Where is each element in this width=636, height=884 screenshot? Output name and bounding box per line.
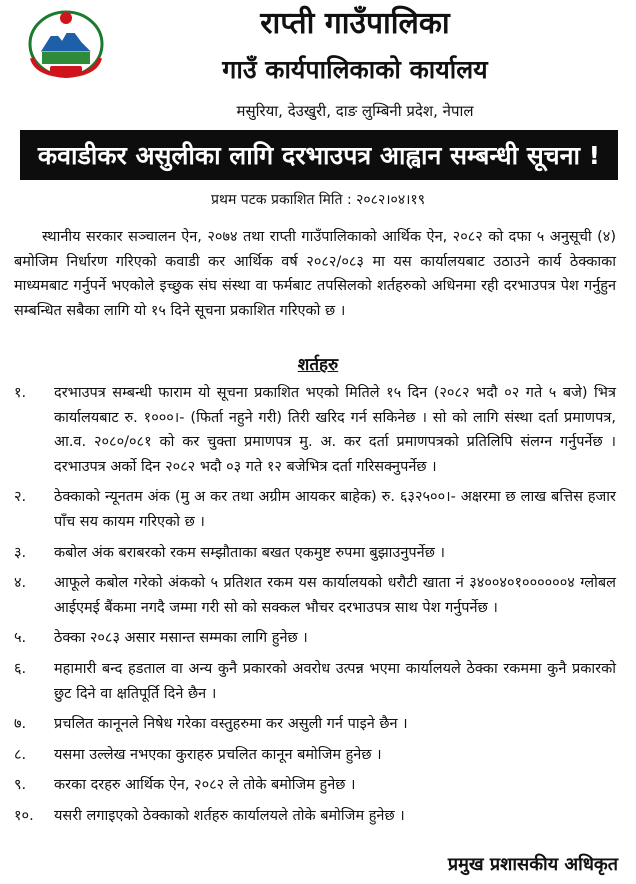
condition-item: [14, 626, 616, 651]
notice-headline: कवाडीकर असुलीका लागि दरभाउपत्र आह्वान सम्बन्धी सूचना !: [37, 141, 601, 170]
condition-item: [14, 804, 616, 829]
conditions-list: [14, 381, 616, 835]
condition-text: महामारी बन्द हडताल वा अन्य कुनै प्रकारको अवरोध उत्पन्न भएमा कार्यालयले ठेक्का रकममा कुनै प्रकारको छुट दिने वा क्षतिपूर्ति दिने छैन ।: [54, 660, 616, 702]
condition-number: ६.: [14, 660, 27, 677]
condition-number: २.: [14, 489, 27, 506]
condition-item: [14, 743, 616, 768]
condition-number: ९.: [14, 777, 27, 794]
publish-date: प्रथम पटक प्रकाशित मिति : २०८२।०४।१९: [211, 192, 425, 208]
municipality-name: राप्ती गाउँपालिका: [260, 6, 450, 41]
condition-text: आफूले कबोल गरेको अंकको ५ प्रतिशत रकम यस कार्यालयको धरौटी खाता नं ३४००४०१००००००४ ग्लोबल आईएमई बैंकमा नगदै जम्मा गरी सो को सक्कल भौचर दरभाउपत्र साथ पेश गर्नुपर्नेछ ।: [54, 575, 616, 616]
condition-item: [14, 657, 616, 706]
condition-text: ठेक्का २०८३ असार मसान्त सम्मका लागि हुनेछ ।: [54, 630, 308, 647]
condition-number: ५.: [14, 630, 27, 647]
condition-item: [14, 712, 616, 737]
condition-item: [14, 773, 616, 798]
intro-paragraph: स्थानीय सरकार सञ्चालन ऐन, २०७४ तथा राप्ती गाउँपालिकाको आर्थिक ऐन, २०८२ को दफा ५ अनुसूची (४) बमोजिम निर्धारण गरिएको कवाडी कर आर्थिक वर्ष २०८२/०८३ मा यस कार्यालयबाट उठाउने कार्य ठेक्काका माध्यमबाट गर्नुपर्ने भएकोले इच्छुक संघ संस्था वा फर्मबाट तपसिलको शर्तहरुको अधिनमा रही दरभाउपत्र पेश गर्नुहुन सम्बन्धित सबैका लागि यो १५ दिने सूचना प्रकाशित गरिएको छ ।: [14, 229, 616, 319]
condition-item: [14, 571, 616, 620]
condition-text: करका दरहरु आर्थिक ऐन, २०८२ ले तोके बमोजिम हुनेछ ।: [54, 777, 356, 794]
condition-item: [14, 541, 616, 566]
condition-number: १.: [14, 385, 27, 401]
condition-number: ७.: [14, 716, 27, 733]
signature-title: प्रमुख प्रशासकीय अधिकृत: [447, 854, 618, 875]
condition-text: कबोल अंक बराबरको रकम सम्झौताका बखत एकमुष्ट रुपमा बुझाउनुपर्नेछ ।: [54, 544, 445, 561]
condition-item: [14, 485, 616, 534]
condition-text: ठेक्काको न्यूनतम अंक (मु अ कर तथा अग्रीम आयकर बाहेक) रु. ६३२५००।- अक्षरमा छ लाख बत्तिस हजार पाँच सय कायम गरिएको छ ।: [54, 489, 616, 530]
condition-text: यसरी लगाइएको ठेक्काको शर्तहरु कार्यालयले तोके बमोजिम हुनेछ ।: [54, 807, 405, 824]
nepal-emblem-icon: [26, 8, 106, 80]
notice-headline-banner: [20, 130, 618, 180]
condition-text: यसमा उल्लेख नभएका कुराहरु प्रचलित कानून बमोजिम हुनेछ ।: [54, 746, 382, 763]
condition-number: ३.: [14, 544, 27, 561]
condition-text: प्रचलित कानूनले निषेध गरेका वस्तुहरुमा कर असुली गर्न पाइने छैन ।: [54, 716, 408, 733]
condition-text: दरभाउपत्र सम्बन्धी फाराम यो सूचना प्रकाशित भएको मितिले १५ दिन (२०८२ भदौ ०२ गते ५ बजे) भित्र कार्यालयबाट रु. १०००।- (फिर्ता नहुने गरी) तिरी खरिद गर्न सकिनेछ । सो को लागि संस्था दर्ता प्रमाणपत्र, आ.व. २०८०/०८१ को कर चुक्ता प्रमाणपत्र मु. अ. कर दर्ता प्रमाणपत्रको प्रतिलिपि संलग्न गर्नुपर्नेछ । दरभाउपत्र अर्को दिन २०८२ भदौ ०३ गते १२ बजेभित्र दर्ता गरिसक्नुपर्नेछ ।: [54, 385, 616, 475]
office-name: गाउँ कार्यपालिकाको कार्यालय: [222, 55, 488, 84]
condition-number: ८.: [14, 746, 27, 763]
condition-number: १०.: [14, 807, 34, 824]
condition-item: [14, 381, 616, 479]
condition-number: ४.: [14, 575, 27, 592]
office-address: मसुरिया, देउखुरी, दाङ लुम्बिनी प्रदेश, नेपाल: [236, 102, 474, 120]
conditions-heading: शर्तहरु: [297, 355, 339, 375]
